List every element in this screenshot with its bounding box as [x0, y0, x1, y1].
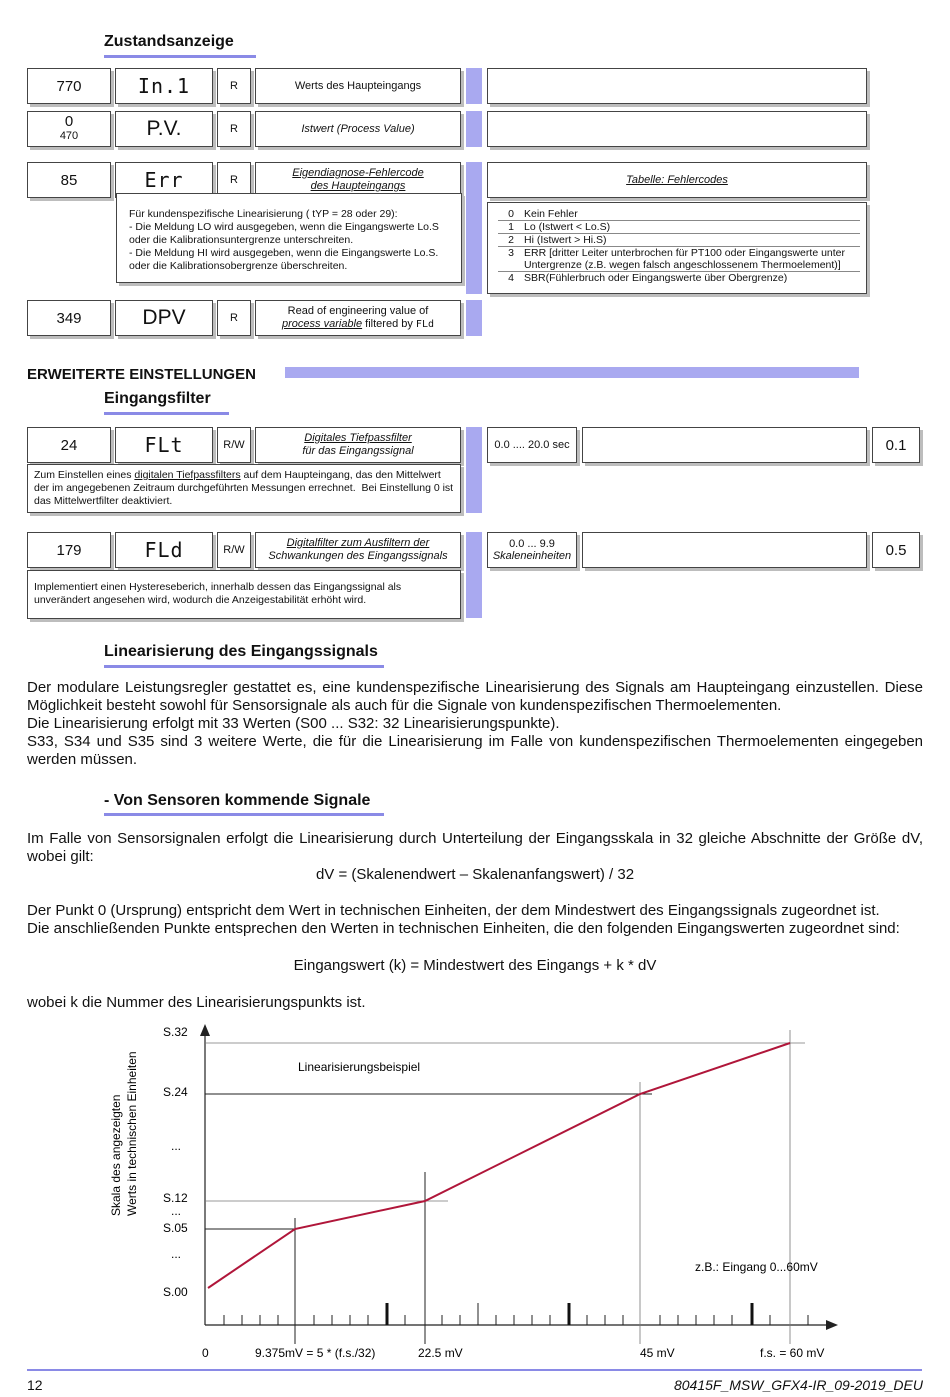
- y-label-ellipsis: ...: [171, 1204, 182, 1218]
- param-description-line-2: Schwankungen des Eingangssignals: [268, 550, 448, 562]
- subsection-title-sensors: - Von Sensoren kommende Signale: [104, 792, 371, 809]
- y-axis-arrow-icon: [200, 1024, 210, 1036]
- param-access: R/W: [217, 427, 251, 463]
- param-access: R: [217, 300, 251, 336]
- param-description-line-1: Digitales Tiefpassfilter: [304, 432, 412, 444]
- separator-stripe: [466, 68, 482, 104]
- note-text-a: Zum Einstellen eines: [34, 469, 135, 481]
- y-label-ellipsis: ...: [171, 1247, 182, 1261]
- error-code: 0: [508, 208, 514, 220]
- filter-mnemonic: FLd: [415, 319, 434, 330]
- page-number: 12: [27, 1377, 43, 1393]
- error-code: 4: [508, 272, 514, 284]
- param-index: 24: [27, 427, 111, 463]
- y-label-s32: S.32: [163, 1025, 188, 1039]
- param-index-value-2: 470: [59, 130, 79, 142]
- x-label-9375: 9.375mV = 5 * (f.s./32): [255, 1346, 376, 1360]
- param-note: [27, 464, 461, 513]
- section-title-underline: [104, 665, 384, 668]
- error-code-row: [498, 272, 860, 284]
- error-text: SBR(Fühlerbruch oder Eingangswerte über Obergrenze): [524, 272, 788, 284]
- y-label-s05: S.05: [163, 1221, 188, 1235]
- param-description: [255, 300, 461, 336]
- lin-note-line: - Die Meldung HI wird ausgegeben, wenn die Eingangswerte Lo.S.: [129, 247, 439, 259]
- param-range: 0.0 .... 20.0 sec: [487, 427, 577, 463]
- param-description-line-1: Digitalfilter zum Ausfiltern der: [286, 537, 430, 549]
- paragraph-4: Im Falle von Sensorsignalen erfolgt die Linearisierung durch Unterteilung der Eingangsskala in 32 gleiche Abschnitte der Größe dV, wobei gilt:: [27, 830, 923, 865]
- lin-note: [116, 193, 462, 283]
- paragraph-5-line-2: Die anschließenden Punkte entsprechen den Werten in technischen Einheiten, die den folgenden Eingangswerten zugeordnet sind:: [27, 920, 900, 937]
- param-range-line-2: Skaleneinheiten: [492, 550, 572, 562]
- x-axis-arrow-icon: [826, 1320, 838, 1330]
- y-label-s24: S.24: [163, 1085, 188, 1099]
- section-title-underline: [104, 55, 256, 58]
- section-title-linearization: Linearisierung des Eingangssignals: [104, 643, 378, 660]
- param-mnemonic: Err: [115, 162, 213, 198]
- param-note: Implementiert einen Hystereseberich, innerhalb dessen das Eingangssignal als unverändert angesehen wird, wodurch die Anzeigestabilität erhöht wird.: [27, 570, 461, 619]
- separator-stripe: [466, 427, 482, 513]
- error-code-row: [498, 234, 860, 247]
- separator-stripe: [466, 162, 482, 294]
- error-code: 1: [508, 221, 514, 233]
- y-label-ellipsis: ...: [171, 1139, 182, 1153]
- param-range: [487, 532, 577, 568]
- param-index: 770: [27, 68, 111, 104]
- param-description: Werts des Haupteingangs: [255, 68, 461, 104]
- x-ticks: [224, 1303, 808, 1325]
- param-mnemonic: P.V.: [115, 111, 213, 147]
- separator-stripe: [466, 111, 482, 147]
- x-label-225: 22.5 mV: [418, 1346, 463, 1360]
- x-label-0: 0: [202, 1346, 209, 1360]
- param-description: Istwert (Process Value): [255, 111, 461, 147]
- error-text: Kein Fehler: [524, 208, 578, 220]
- error-code-row: [498, 221, 860, 234]
- param-default: 0.5: [872, 532, 920, 568]
- separator-stripe: [466, 532, 482, 618]
- formula-dv: dV = (Skalenendwert – Skalenanfangswert) / 32: [315, 866, 635, 883]
- error-text: ERR [dritter Leiter unterbrochen für PT100 oder Eingangswerte unter Untergrenze (z.B. wegen falsch angeschlossenem Thermoelement)]: [524, 247, 846, 271]
- section-subtitle-filter: Eingangsfilter: [104, 390, 211, 407]
- param-mnemonic: FLt: [115, 427, 213, 463]
- param-access: R: [217, 68, 251, 104]
- param-mnemonic: In.1: [115, 68, 213, 104]
- param-description: [255, 427, 461, 463]
- param-description-line-2: des Haupteingangs: [310, 180, 406, 192]
- param-range-empty: [487, 111, 867, 147]
- param-range-line-1: 0.0 ... 9.9: [509, 538, 555, 550]
- x-label-45: 45 mV: [640, 1346, 675, 1360]
- error-code-row: [498, 247, 860, 272]
- pv-term: process variable: [282, 318, 363, 330]
- param-access: R/W: [217, 532, 251, 568]
- error-code-row: [498, 208, 860, 221]
- separator-stripe: [466, 300, 482, 336]
- error-text: Lo (Istwert < Lo.S): [524, 221, 611, 233]
- param-description-line-1: Read of engineering value of: [287, 305, 429, 317]
- error-table-title: Tabelle: Fehlercodes: [487, 162, 867, 198]
- param-range-empty: [487, 68, 867, 104]
- y-label-s00: S.00: [163, 1285, 188, 1299]
- param-index: 349: [27, 300, 111, 336]
- lin-note-line: oder die Kalibrationsobergrenze überschreiten.: [129, 260, 348, 272]
- section-band: [285, 367, 859, 378]
- paragraph-5-line-1: Der Punkt 0 (Ursprung) entspricht dem Wert in technischen Einheiten, der dem Mindestwert des Eingangssignals zugeordnet ist.: [27, 902, 880, 919]
- linearization-diagram: [0, 1010, 950, 1370]
- diagram-title: Linearisierungsbeispiel: [298, 1060, 421, 1074]
- y-label-s12: S.12: [163, 1191, 188, 1205]
- param-access: R: [217, 162, 251, 198]
- paragraph-7: wobei k die Nummer des Linearisierungspunkts ist.: [27, 994, 366, 1011]
- param-description: [255, 532, 461, 568]
- error-code: 2: [508, 234, 514, 246]
- error-code: 3: [508, 247, 514, 259]
- param-options-empty: [582, 532, 867, 568]
- param-description-line-2: für das Eingangssignal: [302, 445, 414, 457]
- lin-note-line: oder die Kalibrationsuntergrenze unterschreiten.: [129, 234, 354, 246]
- lin-note-line: Für kundenspezifische Linearisierung ( tYP = 28 oder 29):: [129, 208, 398, 220]
- x-label-fs: f.s. = 60 mV: [760, 1346, 825, 1360]
- lin-note-line: - Die Meldung LO wird ausgegeben, wenn die Eingangswerte Lo.S: [129, 221, 439, 233]
- param-default: 0.1: [872, 427, 920, 463]
- diagram-ylabel-2: Werts in technischen Einheiten: [125, 1051, 139, 1216]
- param-index: [27, 111, 111, 147]
- section-subtitle-underline: [104, 412, 229, 415]
- param-index: 85: [27, 162, 111, 198]
- param-index-value: 0: [64, 113, 74, 130]
- param-description-line-1: Eigendiagnose-Fehlercode: [292, 167, 424, 179]
- param-mnemonic: FLd: [115, 532, 213, 568]
- paragraph-5: [27, 902, 937, 938]
- error-code-table: [487, 202, 867, 294]
- error-text: Hi (Istwert > Hi.S): [524, 234, 607, 246]
- diagram-example: z.B.: Eingang 0...60mV: [695, 1260, 818, 1274]
- param-access: R: [217, 111, 251, 147]
- note-text-b: auf dem Haupteingang, das den Mittelwert der im angegebenen Zeitraum durchgeführten Messungen errechnet. Bei Einstellung 0 ist das Mittelwertfilter deaktiviert.: [34, 469, 457, 507]
- paragraph-1: Der modulare Leistungsregler gestattet es, eine kundenspezifische Linearisierung des Signals am Haupteingang einzustellen. Diese Möglichkeit besteht sowohl für Sensorsignale als auch für die Signale von kundenspezifischen Thermoelementen.: [27, 679, 923, 714]
- footer-line: [27, 1369, 922, 1371]
- diagram-ylabel-1: Skala des angezeigten: [109, 1094, 123, 1216]
- subsection-title-underline: [104, 813, 384, 816]
- note-link: digitalen Tiefpassfilters: [134, 469, 241, 481]
- paragraph-3: S33, S34 und S35 sind 3 weitere Werte, die für die Linearisierung im Falle von kundenspezifischen Thermoelementen eingegeben werden müssen.: [27, 733, 923, 768]
- formula-input: Eingangswert (k) = Mindestwert des Eingangs + k * dV: [293, 957, 657, 974]
- section-title-advanced: ERWEITERTE EINSTELLUNGEN: [27, 366, 256, 383]
- section-title-status: Zustandsanzeige: [104, 33, 234, 50]
- param-options-empty: [582, 427, 867, 463]
- param-index: 179: [27, 532, 111, 568]
- filtered-by: filtered by: [362, 318, 416, 330]
- paragraph: [27, 679, 923, 769]
- document-code: 80415F_MSW_GFX4-IR_09-2019_DEU: [673, 1377, 923, 1393]
- param-description-line-2: [282, 318, 434, 331]
- param-mnemonic: DPV: [115, 300, 213, 336]
- paragraph-2: Die Linearisierung erfolgt mit 33 Werten (S00 ... S32: 32 Linearisierungspunkte).: [27, 715, 560, 732]
